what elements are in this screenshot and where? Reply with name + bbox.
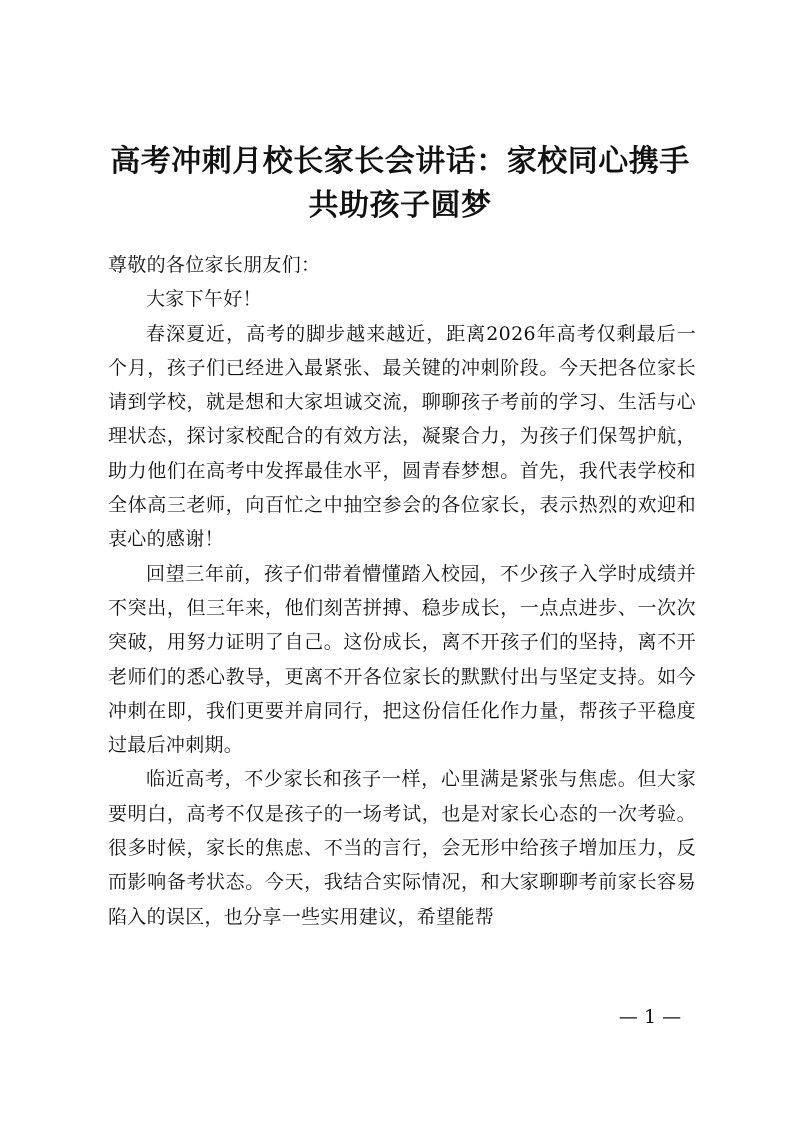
salutation: 尊敬的各位家长朋友们：: [108, 254, 321, 276]
paragraph: 回望三年前，孩子们带着懵懂踏入校园，不少孩子入学时成绩并不突出，但三年来，他们刻苦拼搏、稳步成长，一点点进步、一次次突破，用努力证明了自己。这份成长，离不开孩子们的坚持，离不开老师们的悉心教导，更离不开各位家长的默默付出与坚定支持。如今冲刺在即，我们更要并肩同行，把这份信任化作力量，帮孩子平稳度过最后冲刺期。: [108, 562, 696, 757]
paragraph: 临近高考，不少家长和孩子一样，心里满是紧张与焦虑。但大家要明白，高考不仅是孩子的一场考试，也是对家长心态的一次考验。很多时候，家长的焦虑、不当的言行，会无形中给孩子增加压力，反而影响备考状态。今天，我结合实际情况，和大家聊聊考前家长容易陷入的误区，也分享一些实用建议，希望能帮: [108, 768, 696, 928]
document-body: [108, 248, 696, 934]
page-number: — 1 —: [618, 1006, 682, 1028]
greeting: 大家下午好！: [146, 288, 262, 311]
paragraph: 春深夏近，高考的脚步越来越近，距离2026年高考仅剩最后一个月，孩子们已经进入最紧张、最关键的冲刺阶段。今天把各位家长请到学校，就是想和大家坦诚交流，聊聊孩子考前的学习、生活与心理状态，探讨家校配合的有效方法，凝聚合力，为孩子们保驾护航，助力他们在高考中发挥最佳水平，圆青春梦想。首先，我代表学校和全体高三老师，向百忙之中抽空参会的各位家长，表示热烈的欢迎和衷心的感谢！: [108, 322, 696, 551]
document-title: 高考冲刺月校长家长会讲话：家校同心携手共助孩子圆梦: [110, 144, 690, 223]
